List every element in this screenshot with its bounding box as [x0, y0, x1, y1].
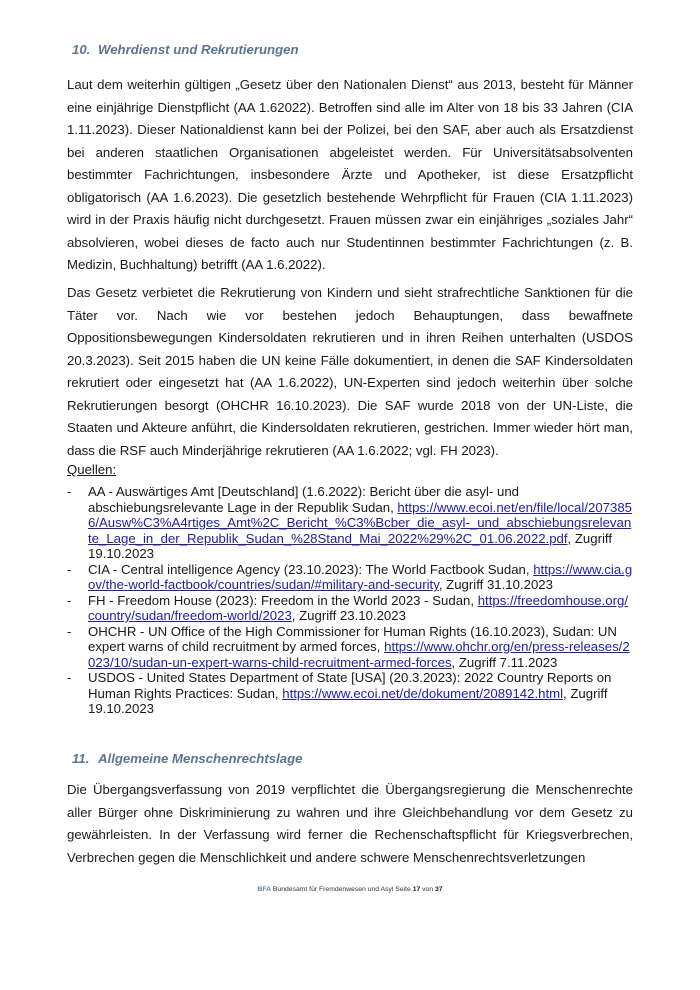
section-11-paragraph-1: Die Übergangsverfassung von 2019 verpflichtet die Übergangsregierung die Menschenrechte aller Bürger ohne Diskriminierung zu wahren und ihre Gleichbehandlung vor dem Gesetz zu gewährleisten. In der Verfassung wird ferner die Rechenschaftspflicht für Kriegsverbrechen, Verbrechen gegen die Menschlichkeit und andere schwere Menschenrechtsverletzungen	[67, 782, 633, 865]
source-item-aa	[67, 484, 633, 562]
source-text: FH - Freedom House (2023): Freedom in the World 2023 - Sudan,	[88, 592, 478, 608]
bfa-logo-text: BFA	[257, 886, 272, 893]
footer-page-total: 37	[435, 886, 443, 893]
source-link-aa[interactable]: https://www.ecoi.net/en/file/local/2073856/Ausw%C3%A4rtiges_Amt%2C_Bericht_%C3%Bcber_die_asyl-_und_abschiebungsrelevante_Lage_in_der_Republik_Sudan_%28Stand_Mai_2022%29%2C_01.06.2022.pdf	[88, 499, 632, 546]
list-dash: -	[67, 670, 72, 685]
source-item-ohchr	[67, 624, 633, 671]
source-access: , Zugriff 31.10.2023	[438, 577, 553, 592]
sources-label: Quellen:	[67, 462, 117, 477]
footer-page-number: 17	[412, 886, 421, 893]
source-access: , Zugriff 19.10.2023	[88, 685, 608, 716]
section-10-paragraph-1: Laut dem weiterhin gültigen „Gesetz über den Nationalen Dienst“ aus 2013, besteht für Männer eine einjährige Dienstpflicht (AA 1.62022). Betroffen sind alle im Alter von 18 bis 33 Jahren (CIA 1.11.2023). Dieser Nationaldienst kann bei der Polizei, bei den SAF, aber auch als Ersatzdienst bei anderen staatlichen Organisationen abgeleistet werden. Für Universitätsabsolventen bestimmter Fachrichtungen, insbesondere Ärzte und Apotheker, ist diese Ersatzpflicht obligatorisch (AA 1.6.2023). Die gesetzlich bestehende Wehrpflicht für Frauen (CIA 1.11.2023) wird in der Praxis häufig nicht durchgesetzt. Frauen müssen zwar ein einjähriges „soziales Jahr“ absolvieren, wobei dieses de facto auch nur Studentinnen bestimmter Fachrichtungen (z. B. Medizin, Buchhaltung) betrifft (AA 1.6.2022).	[67, 77, 633, 272]
source-access: , Zugriff 19.10.2023	[88, 530, 613, 561]
footer-of: von	[420, 886, 436, 893]
section-10-heading	[67, 42, 299, 57]
list-dash: -	[67, 623, 72, 639]
list-dash: -	[67, 592, 72, 608]
source-link-cia[interactable]: https://www.cia.gov/the-world-factbook/countries/sudan/#military-and-security	[88, 561, 633, 592]
list-dash: -	[67, 561, 72, 577]
list-dash: -	[67, 484, 72, 499]
section-11-title: Allgemeine Menschenrechtslage	[98, 751, 303, 766]
page-footer	[0, 886, 700, 893]
source-text: CIA - Central intelligence Agency (23.10.2023): The World Factbook Sudan,	[88, 561, 534, 577]
sources-list	[67, 484, 633, 717]
source-item-usdos	[67, 670, 633, 717]
source-link-ohchr[interactable]: https://www.ohchr.org/en/press-releases/2023/10/sudan-un-expert-warns-child-recruitment-armed-forces	[88, 639, 630, 670]
section-11-heading	[67, 751, 302, 766]
source-item-cia	[67, 562, 633, 593]
source-item-fh	[67, 593, 633, 624]
source-access: , Zugriff 23.10.2023	[291, 608, 406, 623]
source-link-usdos[interactable]: https://www.ecoi.net/de/dokument/2089142.html	[282, 685, 564, 701]
footer-org: Bundesamt für Fremdenwesen und Asyl Seite	[271, 886, 413, 893]
section-10-number: 10.	[72, 42, 91, 57]
section-10-title: Wehrdienst und Rekrutierungen	[98, 42, 299, 57]
source-access: , Zugriff 7.11.2023	[451, 654, 558, 670]
source-text: AA - Auswärtiges Amt [Deutschland] (1.6.2022): Bericht über die asyl- und abschiebungsrelevante Lage in der Republik Sudan,	[88, 484, 520, 515]
source-link-fh[interactable]: https://freedomhouse.org/country/sudan/freedom-world/2023	[88, 592, 628, 623]
source-text: OHCHR - UN Office of the High Commissioner for Human Rights (16.10.2023), Sudan: UN expert warns of child recruitment by armed forces,	[88, 623, 617, 654]
section-10-paragraph-2: Das Gesetz verbietet die Rekrutierung von Kindern und sieht strafrechtliche Sanktionen für die Täter vor. Nach wie vor bestehen jedoch Behauptungen, dass bewaffnete Oppositionsbewegungen Kindersoldaten rekrutieren und in ihren Reihen unterhalten (USDOS 20.3.2023). Seit 2015 haben die UN keine Fälle dokumentiert, in denen die SAF Kindersoldaten rekrutiert oder eingesetzt hat (AA 1.6.2022), UN-Experten sind jedoch weiterhin über solche Rekrutierungen besorgt (OHCHR 16.10.2023). Die SAF wurde 2018 von der UN-Liste, die Staaten und Akteure anführt, die Kindersoldaten rekrutieren, gestrichen. Immer wieder hört man, dass die RSF auch Minderjährige rekrutieren (AA 1.6.2022; vgl. FH 2023).	[67, 285, 633, 458]
section-11-number: 11.	[72, 751, 90, 766]
source-text: USDOS - United States Department of State [USA] (20.3.2023): 2022 Country Reports on Human Rights Practices: Sudan,	[88, 670, 612, 701]
